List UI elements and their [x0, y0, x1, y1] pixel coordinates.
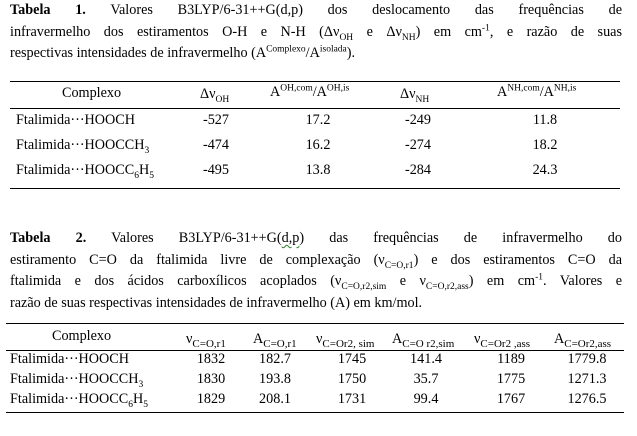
table1-header-complexo: Complexo	[62, 85, 122, 101]
table1-row1-ratio-oh: 17.2	[305, 112, 331, 128]
table1-row1-dv-oh: -527	[202, 112, 229, 128]
table2-top-rule	[6, 323, 624, 324]
table1-row2-name: $Ftalimida\cdot\cdot\cdot HOOCCH_3$	[16, 137, 150, 156]
table1-header-dv-nh: $\Delta\nu_{NH}$	[400, 86, 430, 105]
table2-row1-a1: 182.7	[259, 351, 291, 367]
table2-row3-v3: 1767	[496, 391, 526, 407]
table1-row2-dv-nh: -274	[404, 137, 431, 153]
table1-header-ratio-nh: $A^{NH,com}/A^{NH,is}$	[497, 83, 577, 100]
table2-caption-line4: razão de suas respectivas intensidades de infravermelho (A) em km/mol.	[10, 294, 423, 311]
table1-header-dv-oh: $\Delta\nu_{OH}$	[200, 86, 230, 105]
table1-row3-name: $Ftalimida\cdot\cdot\cdot HOOCC_6H_5$	[16, 162, 154, 181]
table2-header-v2: $\nu_{C=Or2, sim}$	[316, 331, 375, 350]
table2-row2-v2: 1750	[337, 371, 367, 387]
table2-header-a3: $A_{C=Or2,ass}$	[554, 331, 612, 350]
table2-row3-a1: 208.1	[259, 391, 291, 407]
table1-row3-dv-oh: -495	[202, 162, 229, 178]
table2-row2-v1: 1830	[196, 371, 226, 387]
table2-row1-v3: 1189	[497, 351, 525, 367]
table2-row3-v1: 1829	[196, 391, 226, 407]
table2-row1-a2: 141.4	[410, 351, 442, 367]
table2-row2-a1: 193.8	[259, 371, 291, 387]
table2-caption-line2: estiramento C=O da ftalimida livre de complexação $(\nu_{C=O,r1})$ e dos estiramentos C=O da	[10, 251, 622, 271]
table1-row2-dv-oh: -474	[202, 137, 229, 153]
table2-caption	[10, 228, 622, 314]
table1-row2-ratio-oh: 16.2	[305, 137, 331, 153]
table1-label: Tabela 1.	[10, 2, 86, 18]
table1-row3-ratio-nh: 24.3	[532, 162, 558, 178]
table2-row2-name: $Ftalimida\cdot\cdot\cdot HOOCCH_3$	[10, 371, 144, 390]
table2-row2-v3: 1775	[496, 371, 526, 387]
table2-row1-a3: 1779.8	[567, 351, 607, 367]
table2-bottom-rule	[6, 412, 624, 413]
table2-header-v3: $\nu_{C=Or2 ,ass}$	[474, 331, 531, 350]
table1-header-rule	[10, 108, 620, 109]
table2-header-a2: $A_{C=O r2,sim}$	[392, 331, 455, 350]
table2-caption-line1: Tabela 2. Valores B3LYP/6-31++G(d,p) das frequências de infravermelho do	[10, 230, 622, 246]
table2-label: Tabela 2.	[10, 230, 87, 246]
table1-row1-dv-nh: -249	[404, 112, 431, 128]
table2-row3-a2: 99.4	[413, 391, 439, 407]
table1-bottom-rule	[10, 188, 620, 189]
table2-row3-name: $Ftalimida\cdot\cdot\cdot HOOCC_6H_5$	[10, 391, 148, 410]
table2-caption-line3: ftalimida e dos ácidos carboxílicos acoplados ($\nu_{C=O,r2,sim}$ e $\nu_{C=O,r2,ass}$) em $cm^{-1}$. Valores e	[10, 272, 623, 292]
table2-row3-a3: 1276.5	[567, 391, 607, 407]
table2-row2-a2: 35.7	[413, 371, 439, 387]
table2-header-complexo: Complexo	[52, 328, 112, 344]
table2-row1-v1: 1832	[196, 351, 226, 367]
table1-caption-line2: infravermelho dos estiramentos O-H e N-H ($\Delta\nu_{OH}$ e $\Delta\nu_{NH}$) em $cm^{-1}$, e razão de suas	[10, 22, 622, 43]
table1-row3-ratio-oh: 13.8	[305, 162, 331, 178]
table1-caption	[10, 0, 622, 65]
table2-header-a1: $A_{C=O,r1}$	[253, 331, 297, 350]
table1-caption-line3: respectivas intensidades de infravermelho $(A^{Complexo}/A^{isolada})$.	[10, 44, 356, 61]
table2-row2-a3: 1271.3	[567, 371, 607, 387]
table1-row1-name: Ftalimida···HOOCH	[16, 112, 136, 128]
table1-row1-ratio-nh: 11.8	[532, 112, 558, 128]
table1-row3-dv-nh: -284	[404, 162, 431, 178]
table2-row1-v2: 1745	[337, 351, 367, 367]
table1-caption-line1: Tabela 1. Valores B3LYP/6-31++G(d,p) dos deslocamento das frequências de	[10, 2, 622, 18]
table1-row2-ratio-nh: 18.2	[532, 137, 558, 153]
table1-header-ratio-oh: $A^{OH,com}/A^{OH,is}$	[270, 83, 350, 100]
table2-row3-v2: 1731	[337, 391, 367, 407]
table1-top-rule	[10, 81, 620, 82]
table2-header-v1: $\nu_{C=O,r1}$	[186, 331, 226, 350]
table2-row1-name: Ftalimida···HOOCH	[10, 351, 130, 367]
